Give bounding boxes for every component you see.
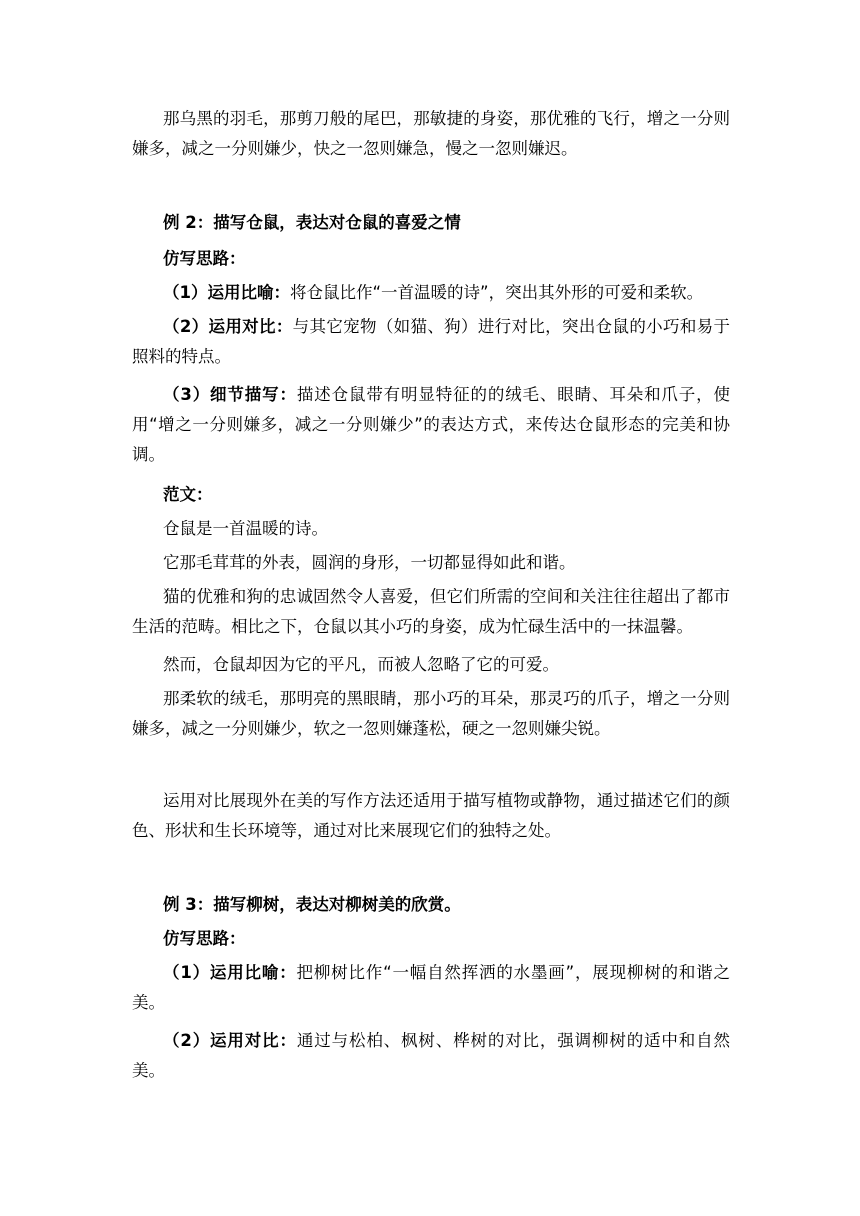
example-2-title: 例 2：描写仓鼠，表达对仓鼠的喜爱之情 bbox=[163, 213, 461, 232]
summary-paragraph: 运用对比展现外在美的写作方法还适用于描写植物或静物，通过描述它们的颜色、形状和生长环境等，通过对比来展现它们的独特之处。 bbox=[132, 791, 730, 840]
item-label: （1）运用比喻： bbox=[163, 283, 290, 302]
item-text: 通过与松柏、枫树、桦树的对比，强调柳树的适中和自然美。 bbox=[132, 1031, 731, 1080]
sample-paragraph-5: 那柔软的绒毛，那明亮的黑眼睛，那小巧的耳朵，那灵巧的爪子，增之一分则嫌多，减之一分则嫌少，软之一忽则嫌蓬松，硬之一忽则嫌尖锐。 bbox=[132, 689, 730, 738]
example-3-item-1 bbox=[132, 958, 730, 1018]
sample-paragraph-2: 它那毛茸茸的外表，圆润的身形，一切都显得如此和谐。 bbox=[163, 553, 576, 572]
example-2-item-2 bbox=[132, 312, 730, 372]
example-3-idea-heading: 仿写思路： bbox=[163, 929, 246, 948]
example-2-idea-heading: 仿写思路： bbox=[163, 249, 246, 268]
example-2-sample-heading: 范文： bbox=[163, 485, 213, 504]
sample-paragraph-3: 猫的优雅和狗的忠诚固然令人喜爱，但它们所需的空间和关注往往超出了都市生活的范畴。相比之下，仓鼠以其小巧的身姿，成为忙碌生活中的一抹温馨。 bbox=[132, 587, 730, 636]
paragraph-swallow-ending: 那乌黑的羽毛，那剪刀般的尾巴，那敏捷的身姿，那优雅的飞行，增之一分则嫌多，减之一分则嫌少，快之一忽则嫌急，慢之一忽则嫌迟。 bbox=[132, 109, 730, 158]
item-label: （1）运用比喻： bbox=[163, 963, 297, 982]
example-3-title: 例 3：描写柳树，表达对柳树美的欣赏。 bbox=[163, 895, 461, 914]
item-label: （3）细节描写： bbox=[163, 385, 297, 404]
example-2-item-3 bbox=[132, 380, 730, 470]
item-label: （2）运用对比： bbox=[163, 317, 293, 336]
sample-paragraph-1: 仓鼠是一首温暖的诗。 bbox=[163, 519, 328, 538]
example-2-item-1 bbox=[132, 278, 730, 308]
item-text: 描述仓鼠带有明显特征的的绒毛、眼睛、耳朵和爪子，使用“增之一分则嫌多，减之一分则嫌少”的表达方式，来传达仓鼠形态的完美和协调。 bbox=[132, 385, 731, 464]
item-label: （2）运用对比： bbox=[163, 1031, 297, 1050]
item-text: 将仓鼠比作“一首温暖的诗”，突出其外形的可爱和柔软。 bbox=[289, 283, 704, 302]
example-3-item-2 bbox=[132, 1026, 730, 1086]
sample-paragraph-4: 然而，仓鼠却因为它的平凡，而被人忽略了它的可爱。 bbox=[163, 655, 559, 674]
item-text: 把柳树比作“一幅自然挥洒的水墨画”，展现柳树的和谐之美。 bbox=[132, 963, 730, 1012]
item-text: 与其它宠物（如猫、狗）进行对比，突出仓鼠的小巧和易于照料的特点。 bbox=[132, 317, 731, 366]
